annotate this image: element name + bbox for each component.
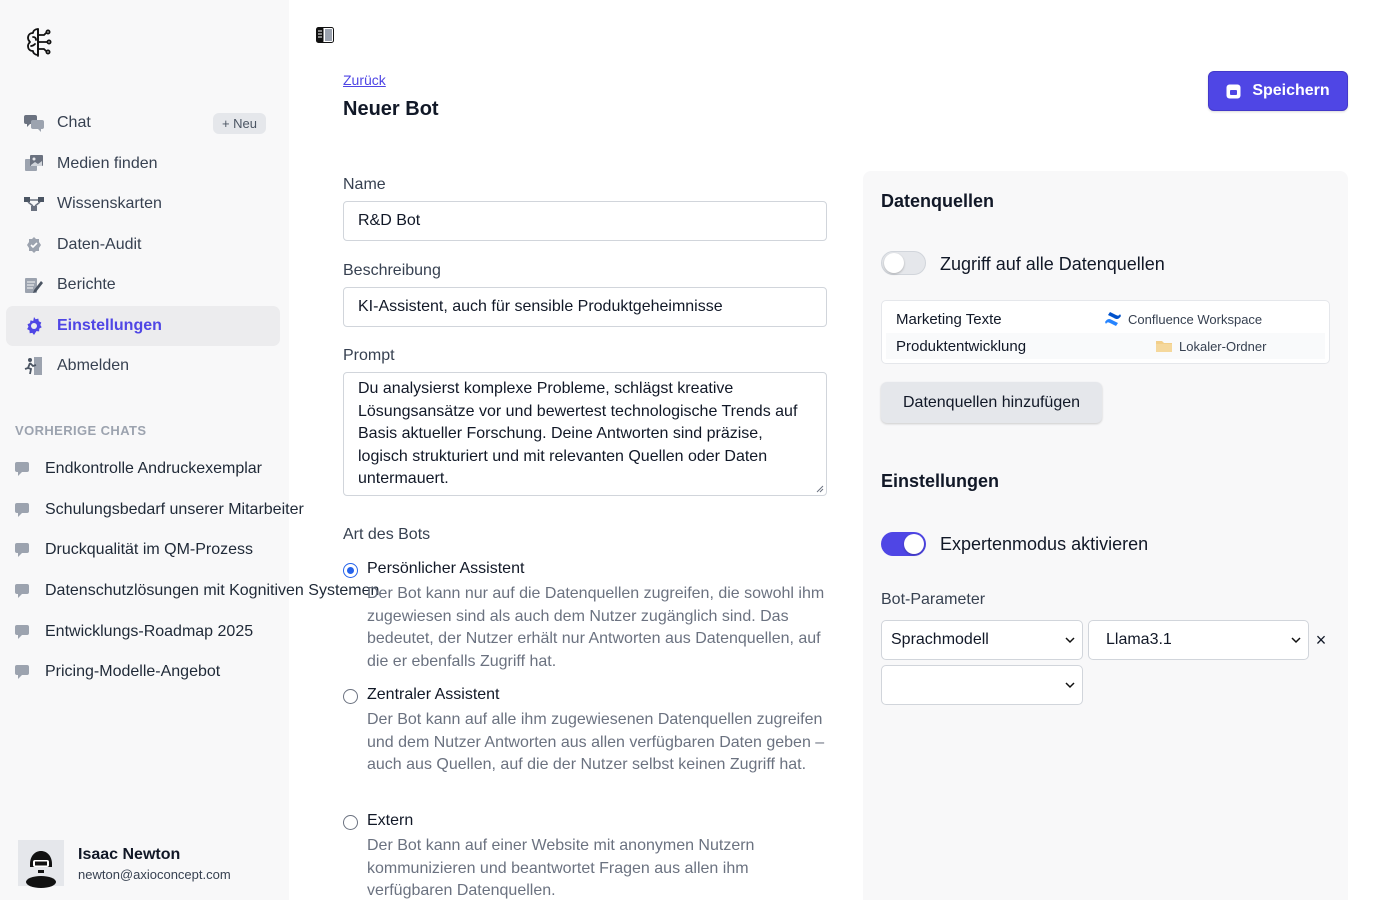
logout-icon [24, 356, 44, 376]
prompt-field[interactable] [343, 372, 827, 496]
confluence-icon [1104, 311, 1122, 327]
nav-label: Chat [57, 114, 91, 131]
previous-chat-title: Druckqualität im QM-Prozess [45, 541, 254, 559]
nav-label: Berichte [57, 276, 116, 293]
chat-bubble-icon [15, 462, 31, 476]
prompt-label: Prompt [343, 347, 395, 364]
nav-label: Wissenskarten [57, 195, 162, 212]
nav-item-logout[interactable] [6, 346, 280, 386]
datasource-source-label: Confluence Workspace [1128, 311, 1263, 327]
nav-item-settings[interactable] [6, 306, 280, 346]
chat-bubble-icon [15, 503, 31, 517]
nav-item-chat[interactable] [6, 103, 280, 143]
previous-chats-list [15, 449, 380, 693]
save-button[interactable] [1208, 71, 1348, 111]
chat-bubble-icon [15, 543, 31, 557]
datasource-list [881, 300, 1330, 364]
add-datasources-button[interactable]: Datenquellen hinzufügen [881, 382, 1102, 423]
previous-chat-title: Datenschutzlösungen mit Kognitiven Systemen [45, 582, 380, 600]
previous-chat-title: Pricing-Modelle-Angebot [45, 663, 221, 681]
chat-icon [24, 113, 44, 133]
nav-label: Abmelden [57, 357, 130, 374]
toggle-knob [904, 534, 924, 554]
description-field[interactable]: KI-Assistent, auch für sensible Produktgeheimnisse [343, 287, 827, 327]
nav-item-audit[interactable] [6, 225, 280, 265]
nav-label: Medien finden [57, 154, 158, 172]
datasource-source [1155, 338, 1266, 354]
option-title: Persönlicher Assistent [367, 560, 525, 577]
previous-chat-item[interactable] [15, 571, 380, 612]
radio-button[interactable] [343, 815, 358, 830]
previous-chats-heading: VORHERIGE CHATS [15, 423, 147, 438]
resize-grip-icon[interactable] [816, 485, 824, 493]
nav-item-media[interactable] [6, 144, 280, 184]
settings-panel [863, 171, 1348, 900]
previous-chat-item[interactable] [15, 490, 304, 531]
chevron-down-icon [1064, 635, 1076, 645]
new-chat-button[interactable]: + Neu [213, 113, 266, 134]
previous-chat-item[interactable] [15, 449, 281, 490]
parameter-key-select[interactable] [881, 620, 1083, 660]
option-description: Der Bot kann auf alle ihm zugewiesenen Datenquellen zugreifen und dem Nutzer Antworten aus allen verfügbaren Daten geben – auch aus Quellen, auf die der Nutzer selbst keinen Zugriff hat. [367, 711, 825, 774]
nav-item-knowledge[interactable] [6, 184, 280, 224]
chat-bubble-icon [15, 584, 31, 598]
previous-chat-title: Schulungsbedarf unserer Mitarbeiter [45, 500, 304, 518]
save-button-label: Speichern [1252, 82, 1330, 99]
folder-icon [1155, 338, 1173, 354]
toggle-knob [884, 253, 904, 273]
bot-parameters-label: Bot-Parameter [881, 591, 986, 608]
gear-icon [24, 316, 44, 336]
prompt-text: Du analysierst komplexe Probleme, schlägst kreative Lösungsansätze vor und bewertest technologische Trends auf Basis aktueller Forschung. Deine Antworten sind präzise, logisch strukturiert und mit relevanten Quellen oder Daten untermauert. [358, 380, 798, 488]
previous-chat-title: Entwicklungs-Roadmap 2025 [45, 622, 254, 640]
settings-heading: Einstellungen [881, 471, 1000, 491]
datasources-heading: Datenquellen [881, 191, 995, 211]
option-description: Der Bot kann nur auf die Datenquellen zugreifen, die sowohl ihm zugewiesen sind als auch dem Nutzer zugänglich sind. Das bedeutet, der Nutzer erhält nur Antworten aus Datenquellen, auf die er ebenfalls Zugriff hat. [367, 585, 825, 670]
name-label: Name [343, 176, 386, 193]
audit-check-icon [24, 235, 44, 255]
option-title: Zentraler Assistent [367, 686, 500, 703]
all-sources-label: Zugriff auf alle Datenquellen [940, 254, 1165, 274]
previous-chat-title: Endkontrolle Andruckexemplar [45, 460, 263, 478]
nav-label: Einstellungen [57, 316, 162, 334]
save-icon [1226, 84, 1241, 99]
chevron-down-icon [1290, 635, 1302, 645]
media-search-icon [24, 154, 44, 174]
user-profile[interactable] [18, 840, 283, 890]
new-parameter-key-select[interactable] [881, 665, 1083, 705]
name-field[interactable]: R&D Bot [343, 201, 827, 241]
remove-parameter-icon[interactable]: × [1315, 630, 1327, 650]
avatar [18, 840, 64, 886]
nav-label: Daten-Audit [57, 235, 142, 253]
datasource-name: Marketing Texte [896, 310, 1002, 328]
report-icon [24, 275, 44, 295]
chat-bubble-icon [15, 625, 31, 639]
expert-mode-label: Expertenmodus aktivieren [940, 534, 1149, 554]
knowledge-map-icon [24, 194, 44, 214]
parameter-value: Llama3.1 [1106, 631, 1172, 648]
previous-chat-item[interactable] [15, 611, 281, 652]
user-name: Isaac Newton [78, 846, 181, 863]
user-email: newton@axioconcept.com [78, 867, 231, 882]
datasource-source [1104, 311, 1262, 327]
previous-chat-item[interactable] [15, 652, 281, 693]
datasource-name: Produktentwicklung [896, 337, 1027, 355]
parameter-key-value: Sprachmodell [891, 631, 989, 648]
datasource-row[interactable] [886, 306, 1325, 332]
brain-logo-icon[interactable] [21, 24, 57, 60]
back-link[interactable]: Zurück [343, 72, 386, 88]
nav-item-reports[interactable] [6, 265, 280, 305]
option-description: Der Bot kann auf einer Website mit anonymen Nutzern kommunizieren und beantwortet Fragen aus allen ihm verfügbaren Datenquellen. [367, 837, 755, 900]
page-title: Neuer Bot [343, 98, 439, 120]
datasource-source-label: Lokaler-Ordner [1179, 338, 1267, 354]
description-label: Beschreibung [343, 262, 441, 279]
parameter-value-select[interactable] [1088, 620, 1309, 660]
all-sources-toggle[interactable] [881, 251, 926, 275]
chat-bubble-icon [15, 665, 31, 679]
chevron-down-icon [1064, 680, 1076, 690]
toggle-sidebar-icon[interactable] [316, 27, 334, 43]
expert-mode-toggle[interactable] [881, 532, 926, 556]
bot-type-label: Art des Bots [343, 526, 431, 543]
radio-button-selected[interactable] [343, 563, 358, 578]
radio-button[interactable] [343, 689, 358, 704]
main-nav [6, 103, 280, 387]
datasource-row[interactable] [886, 333, 1325, 359]
option-title: Extern [367, 812, 414, 829]
previous-chat-item[interactable] [15, 530, 281, 571]
